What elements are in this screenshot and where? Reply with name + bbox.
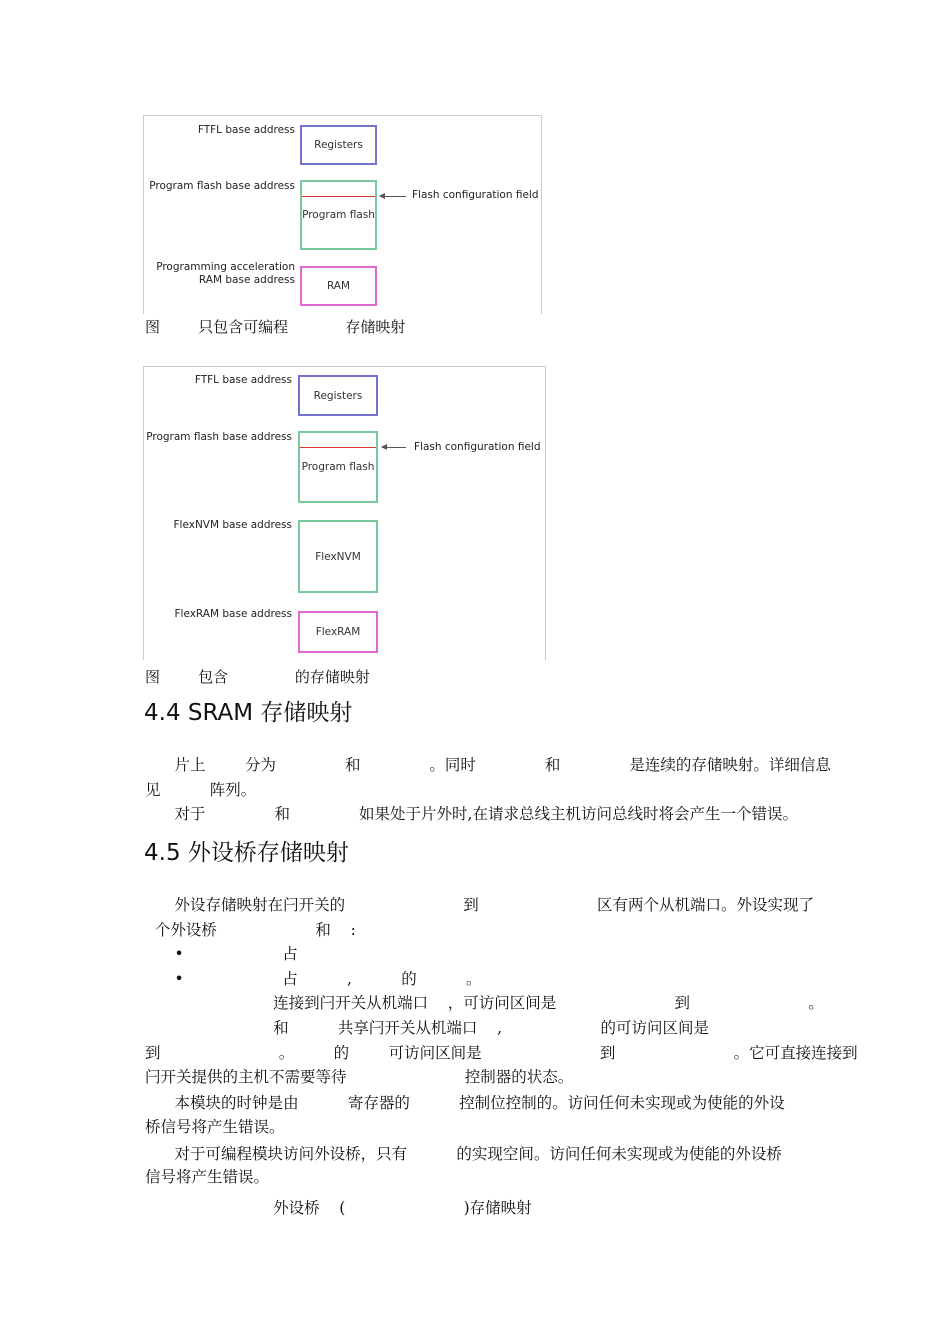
accel-ram-label-line2: RAM base address: [198, 274, 295, 286]
section-4-4-heading: 4.4 SRAM 存储映射: [144, 700, 353, 726]
memory-map-figure-2: [143, 366, 546, 660]
ftfl-base-label: FTFL base address: [194, 374, 292, 386]
memory-map-figure-1: [143, 115, 542, 314]
section-4-5-line-10: 桥信号将产生错误。: [145, 1118, 285, 1136]
section-4-5-line-1: 外设存储映射在闩开关的 到 区有两个从机端口。外设实现了: [145, 896, 815, 914]
registers-box: Registers: [300, 125, 377, 165]
flash-config-arrow: [382, 447, 406, 448]
section-4-5-line-6: 和 共享闩开关从机端口 , 的可访问区间是: [145, 1019, 710, 1037]
section-4-5-line-9: 本模块的时钟是由 寄存器的 控制位控制的。访问任何未实现或为使能的外设: [145, 1094, 785, 1112]
flash-config-arrow: [380, 196, 406, 197]
table-caption: 外设桥 ( )存储映射: [145, 1199, 532, 1217]
section-4-4-line-2: 见 阵列。: [145, 781, 257, 799]
flash-config-field-label: Flash configuration field: [412, 189, 539, 201]
section-4-5-line-2: 个外设桥 和 :: [145, 921, 356, 939]
section-4-5-line-5: 连接到闩开关从机端口 ，可访问区间是 到 。: [145, 994, 824, 1012]
section-4-5-line-8: 闩开关提供的主机不需要等待 控制器的状态。: [145, 1068, 574, 1086]
accel-ram-label-line1: Programming acceleration: [156, 261, 295, 273]
program-flash-box: Program flash: [300, 180, 377, 250]
section-4-5-heading: 4.5 外设桥存储映射: [144, 840, 349, 866]
flexram-base-label: FlexRAM base address: [174, 608, 292, 620]
bullet-item-1: • 占: [145, 945, 298, 963]
section-4-5-line-11: 对于可编程模块访问外设桥，只有 的实现空间。访问任何未实现或为使能的外设桥: [145, 1145, 782, 1163]
figure-1-caption: 图 只包含可编程 存储映射: [145, 318, 406, 336]
program-flash-base-label: Program flash base address: [149, 180, 295, 192]
registers-box: Registers: [298, 375, 378, 416]
flexram-box: FlexRAM: [298, 611, 378, 653]
flexnvm-base-label: FlexNVM base address: [173, 519, 292, 531]
section-4-5-line-7: 到 。 的 可访问区间是 到 。它可直接连接到: [145, 1044, 858, 1062]
ram-box: RAM: [300, 266, 377, 306]
program-flash-box: Program flash: [298, 431, 378, 503]
ftfl-base-label: FTFL base address: [197, 124, 295, 136]
section-4-4-line-3: 对于 和 如果处于片外时,在请求总线主机访问总线时将会产生一个错误。: [145, 805, 798, 823]
program-flash-base-label: Program flash base address: [146, 431, 292, 443]
flexnvm-box: FlexNVM: [298, 520, 378, 593]
section-4-5-line-12: 信号将产生错误。: [145, 1168, 270, 1186]
flash-config-field-label: Flash configuration field: [414, 441, 541, 453]
flash-config-line: [300, 447, 376, 448]
bullet-item-2: • 占 , 的 。: [145, 970, 482, 988]
flash-config-line: [302, 196, 375, 197]
section-4-4-line-1: 片上 分为 和 。同时 和 是连续的存储映射。详细信息: [145, 756, 831, 774]
figure-2-caption: 图 包含 的存储映射: [145, 668, 370, 686]
